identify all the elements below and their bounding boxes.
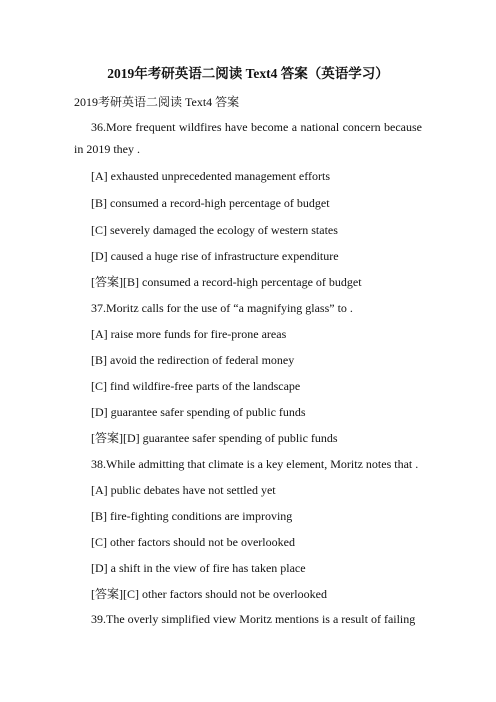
question-36-option-b: [B] consumed a record-high percentage of budget [91,196,330,210]
question-37-stem: 37.Moritz calls for the use of “a magnifying glass” to . [91,301,353,315]
question-36-option-a: [A] exhausted unprecedented management efforts [91,169,331,183]
question-38-answer: [答案][C] other factors should not be overlooked [91,587,327,601]
question-37-option-b: [B] avoid the redirection of federal money [91,353,295,367]
question-38-stem: 38.While admitting that climate is a key element, Moritz notes that . [91,457,419,471]
question-38-option-d: [D] a shift in the view of fire has taken place [91,561,306,575]
question-38-option-c: [C] other factors should not be overlooked [91,535,295,549]
question-38-option-a: [A] public debates have not settled yet [91,483,276,497]
question-36-option-d: [D] caused a huge rise of infrastructure expenditure [91,249,339,263]
question-36-answer: [答案][B] consumed a record-high percentage of budget [91,275,362,289]
question-37-option-a: [A] raise more funds for fire-prone areas [91,327,287,341]
question-37-option-d: [D] guarantee safer spending of public funds [91,405,306,419]
question-36-option-c: [C] severely damaged the ecology of western states [91,223,338,237]
question-37-option-c: [C] find wildfire-free parts of the landscape [91,379,301,393]
question-38-option-b: [B] fire-fighting conditions are improving [91,509,293,523]
document-subtitle: 2019考研英语二阅读 Text4 答案 [74,95,240,109]
question-36-stem: 36.More frequent wildfires have become a national concern because in 2019 they . [74,120,422,156]
document-title: 2019年考研英语二阅读 Text4 答案（英语学习） [107,66,389,81]
question-39-stem: 39.The overly simplified view Moritz mentions is a result of failing [91,612,416,626]
question-37-answer: [答案][D] guarantee safer spending of public funds [91,431,338,445]
